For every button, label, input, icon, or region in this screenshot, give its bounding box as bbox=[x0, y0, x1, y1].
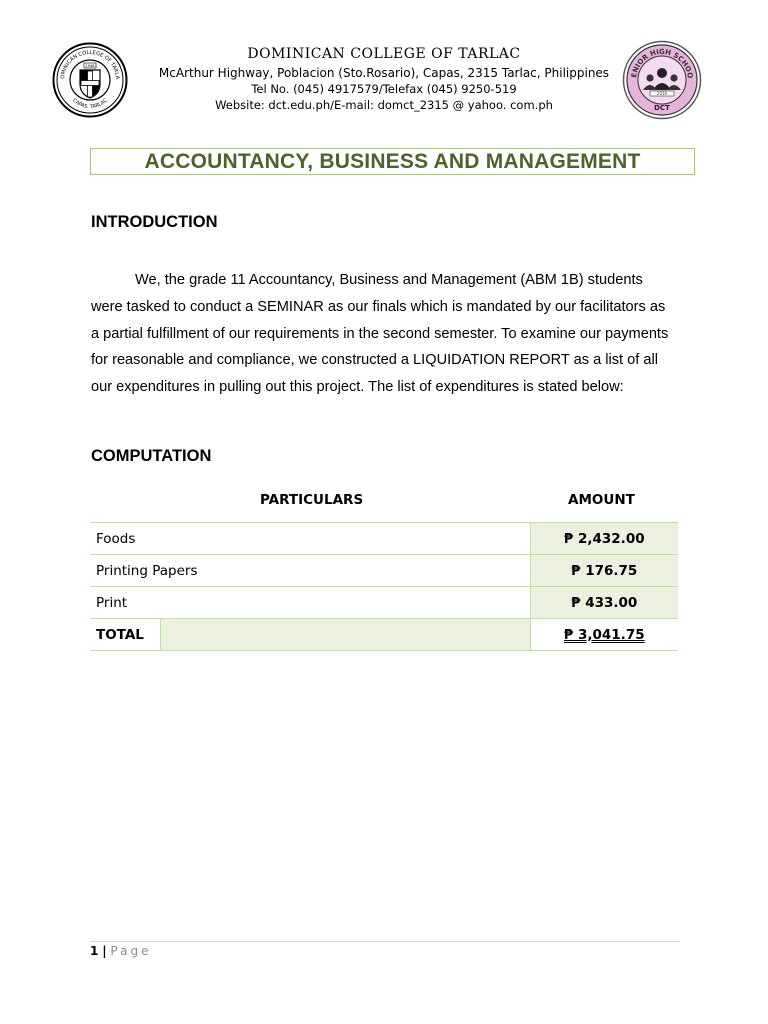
table-row bbox=[90, 523, 678, 555]
svg-text:DCT: DCT bbox=[654, 104, 670, 112]
senior-high-school-seal-icon bbox=[622, 40, 702, 120]
page-title: ACCOUNTANCY, BUSINESS AND MANAGEMENT bbox=[144, 149, 641, 173]
total-amount-cell bbox=[530, 619, 678, 651]
institution-address: McArthur Highway, Poblacion (Sto.Rosario), Capas, 2315 Tarlac, Philippines bbox=[158, 66, 610, 80]
college-seal-icon bbox=[52, 42, 128, 118]
amount-cell: ₱ 2,432.00 bbox=[530, 523, 678, 555]
svg-text:1946: 1946 bbox=[85, 64, 95, 69]
intro-line-5: our expenditures in pulling out this project. The list of expenditures is stated below: bbox=[91, 379, 624, 396]
intro-line-2: were tasked to conduct a SEMINAR as our finals which is mandated by our facilitators as bbox=[91, 298, 666, 315]
svg-text:DOMINICAN COLLEGE OF TARLAC: OMINICAN COLLEGE OF TARLA bbox=[59, 49, 121, 80]
total-amount: ₱ 3,041.75 bbox=[563, 626, 645, 643]
svg-text:2016: 2016 bbox=[656, 91, 668, 96]
particular-cell: Foods bbox=[90, 523, 530, 555]
amount-cell: ₱ 433.00 bbox=[530, 587, 678, 619]
intro-line-3: a partial fulfillment of our requirements in the second semester. To examine our payments bbox=[91, 325, 669, 342]
footer-divider bbox=[90, 941, 680, 942]
expenditure-table bbox=[90, 522, 678, 651]
intro-line-4: for reasonable and compliance, we constructed a LIQUIDATION REPORT as a list of all bbox=[91, 352, 658, 369]
page-number: 1 bbox=[90, 944, 99, 958]
total-fill-cell bbox=[160, 619, 530, 651]
table-row bbox=[90, 587, 678, 619]
footer-separator: | bbox=[102, 944, 107, 958]
institution-phone: Tel No. (045) 4917579/Telefax (045) 9250-519 bbox=[251, 82, 517, 96]
title-box bbox=[90, 148, 695, 175]
introduction-heading: INTRODUCTION bbox=[91, 213, 218, 231]
institution-web: Website: dct.edu.ph/E-mail: domct_2315 @ yahoo. com.ph bbox=[215, 98, 553, 112]
particular-cell: Print bbox=[90, 587, 530, 619]
particular-cell: Printing Papers bbox=[90, 555, 530, 587]
amount-cell: ₱ 176.75 bbox=[530, 555, 678, 587]
particulars-column-header: PARTICULARS bbox=[260, 492, 364, 508]
introduction-paragraph bbox=[91, 267, 678, 401]
svg-text:CAPAS, TARLAC: CAPAS, TARLAC bbox=[71, 97, 109, 111]
intro-line-1: We, the grade 11 Accountancy, Business and Management (ABM 1B) students bbox=[135, 272, 643, 288]
page-footer bbox=[90, 944, 151, 958]
institution-name: DOMINICAN COLLEGE OF TARLAC bbox=[247, 46, 521, 62]
computation-heading: COMPUTATION bbox=[91, 447, 212, 465]
total-label: TOTAL bbox=[90, 619, 160, 651]
page-label: Page bbox=[110, 944, 152, 958]
table-row bbox=[90, 555, 678, 587]
svg-text:SENIOR HIGH SCHOOL: ENIOR HIGH SCHOO bbox=[630, 47, 695, 79]
amount-column-header: AMOUNT bbox=[568, 492, 635, 508]
total-row bbox=[90, 619, 678, 651]
